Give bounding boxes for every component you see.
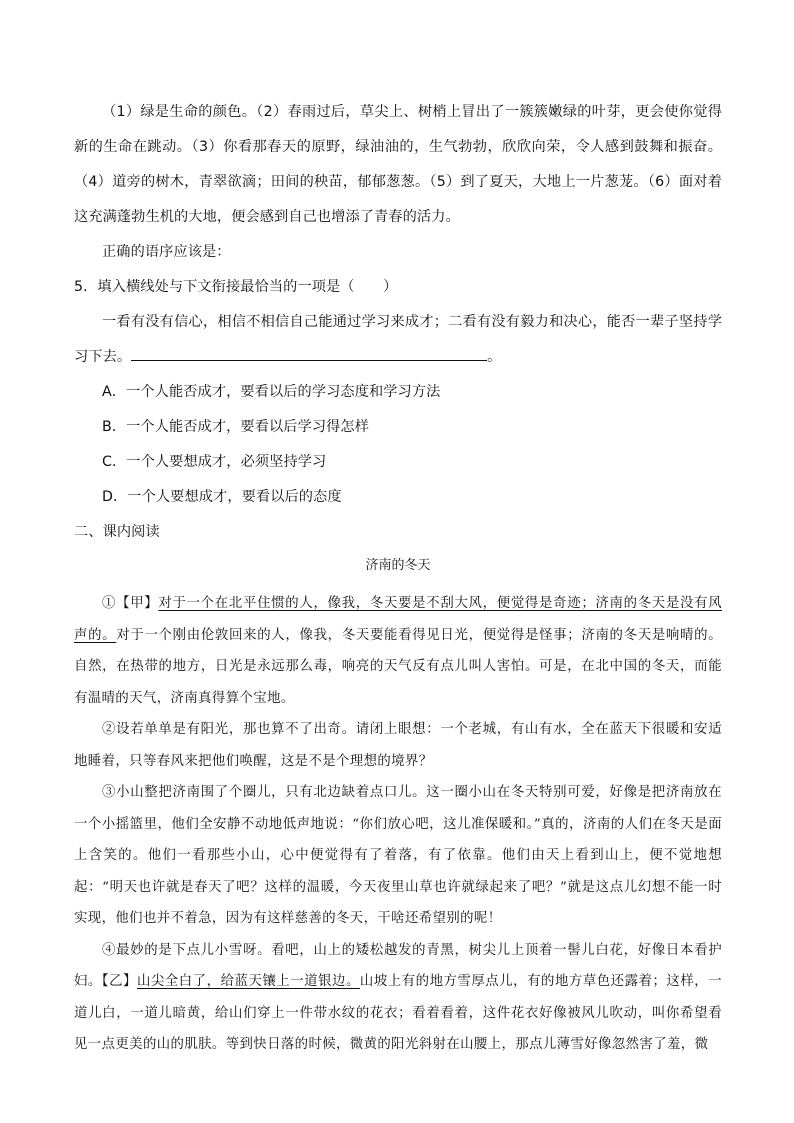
underlined-sentence-yi: 山尖全白了，给蓝天镶上一道银边。 bbox=[136, 974, 360, 989]
q5-passage-end: 。 bbox=[487, 349, 502, 365]
q4-sentence-passage: （1）绿是生命的颜色。（2）春雨过后，草尖上、树梢上冒出了一簇簇嫩绿的叶芽，更会使你觉得新的生命在跳动。（3）你看那春天的原野，绿油油的，生气勃勃，欣欣向荣，令人感到鼓舞和振奋。（4）道旁的树木，青翠欲滴；田间的秧苗，郁郁葱葱。（5）到了夏天，大地上一片葱茏。（6）面对着这充满蓬勃生机的大地，便会感到自己也增添了青春的活力。 bbox=[74, 104, 722, 225]
paragraph-4-rest: 山坡上有的地方雪厚点儿，有的地方草色还露着；这样，一道儿白，一道儿暗黄，给山们穿上一件带水纹的花衣；看着看着，这件花衣好像被风儿吹动，叫你希望看见一点更美的山的肌肤。等到快日落的时候，微黄的阳光斜射在山腰上，那点儿薄雪好像忽然害了羞，微 bbox=[74, 974, 723, 1052]
article-paragraph-2: ②设若单单是有阳光，那也算不了出奇。请闭上眼想：一个老城，有山有水，全在蓝天下很暖和安适地睡着，只等春风来把他们唤醒，这是不是个理想的境界？ bbox=[74, 722, 722, 769]
q5-option-d[interactable]: D．一个人要想成才，要看以后的态度 bbox=[102, 489, 342, 505]
q5-stem: 5．填入横线处与下文衔接最恰当的一项是（ ） bbox=[74, 279, 398, 295]
q5-option-b[interactable]: B．一个人能否成才，要看以后学习得怎样 bbox=[102, 419, 370, 435]
q5-passage-text: 一看有没有信心，相信不相信自己能通过学习来成才；二看有没有毅力和决心，能否一辈子坚持学习下去。 bbox=[74, 314, 722, 365]
q4-answer-prompt: 正确的语序应该是： bbox=[102, 244, 231, 260]
section-heading: 二、课内阅读 bbox=[74, 524, 160, 540]
paragraph-1-rest: 对于一个刚由伦敦回来的人，像我，冬天要能看得见日光，便觉得是怪事；济南的冬天是响晴的。自然，在热带的地方，日光是永远那么毒，响亮的天气反有点儿叫人害怕。可是，在北中国的冬天，而能有温晴的天气，济南真得算个宝地。 bbox=[74, 627, 722, 706]
q5-passage bbox=[74, 305, 722, 375]
q5-option-a[interactable]: A．一个人能否成才，要看以后的学习态度和学习方法 bbox=[102, 384, 441, 400]
article-title: 济南的冬天 bbox=[365, 558, 431, 573]
article-paragraph-1 bbox=[74, 588, 722, 714]
article-paragraph-3: ③小山整把济南围了个圈儿，只有北边缺着点口儿。这一圈小山在冬天特别可爱，好像是把济南放在一个小摇篮里，他们全安静不动地低声地说：“你们放心吧，这儿准保暖和。”真的，济南的人们在冬天是面上含笑的。他们一看那些小山，心中便觉得有了着落，有了依靠。他们由天上看到山上，便不觉地想起：“明天也许就是春天了吧？这样的温暖，今天夜里山草也许就绿起来了吧？”就是这点儿幻想不能一时实现，他们也并不着急，因为有这样慈善的冬天，干啥还希望别的呢！ bbox=[74, 785, 722, 926]
article-paragraph-4 bbox=[74, 935, 722, 1061]
underlined-sentence-jia: 对于一个在北平住惯的人，像我，冬天要是不刮大风，便觉得是奇迹；济南的冬天是没有风声的。 bbox=[74, 596, 722, 643]
q5-answer-blank[interactable] bbox=[131, 346, 487, 361]
worksheet-page bbox=[74, 95, 722, 1061]
paragraph-4-start: ④最妙的是下点儿小雪呀。看吧，山上的矮松越发的青黑，树尖儿上顶着一髻儿白花，好像日本看护妇。 bbox=[74, 942, 722, 989]
q5-option-c[interactable]: C．一个人要想成才，必须坚持学习 bbox=[102, 454, 327, 470]
paragraph-4-mark: 【乙】 bbox=[101, 974, 137, 989]
paragraph-1-mark: ①【甲】 bbox=[102, 596, 159, 611]
